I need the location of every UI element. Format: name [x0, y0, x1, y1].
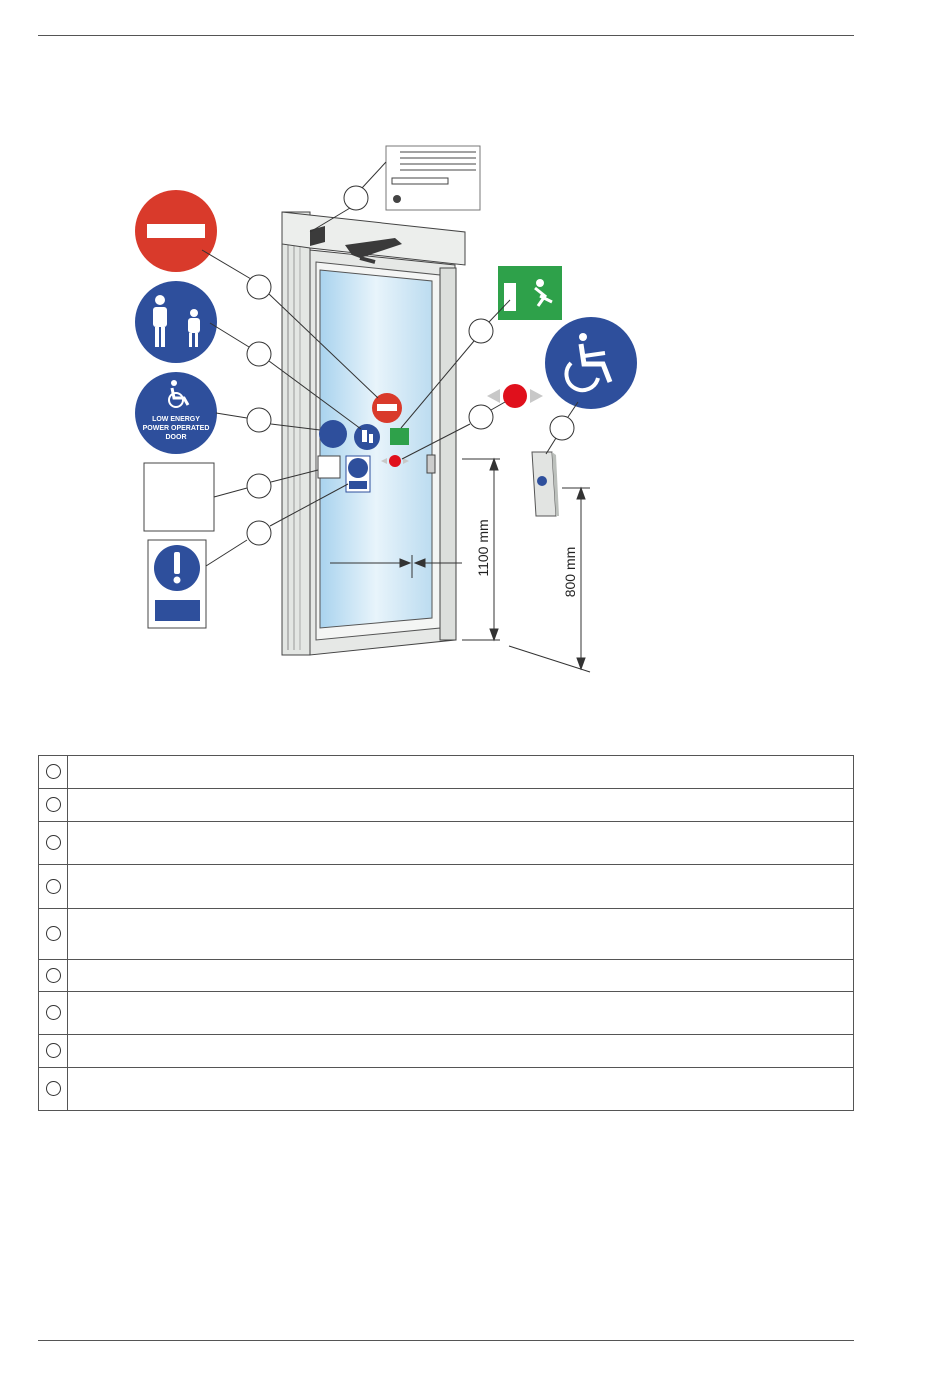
item-number-circle [46, 835, 61, 850]
item-description [68, 822, 854, 865]
rating-plate [386, 146, 480, 210]
item-number-circle [46, 1005, 61, 1020]
red-push-button-sign [487, 384, 543, 408]
table-row [39, 909, 854, 960]
wheelchair-access-sign [545, 317, 637, 409]
table-row [39, 822, 854, 865]
dimension-label-1100: 1100 mm [475, 519, 491, 577]
item-description [68, 909, 854, 960]
sign-text-line-2: POWER OPERATED [142, 425, 210, 432]
table-row [39, 1035, 854, 1068]
table-row [39, 865, 854, 909]
no-entry-sign [135, 190, 217, 272]
low-energy-door-sign [135, 372, 217, 454]
table-row [39, 992, 854, 1035]
item-number-circle [46, 926, 61, 941]
item-number-circle [46, 764, 61, 779]
mandatory-instruction-sign [148, 540, 206, 628]
item-number-circle [46, 968, 61, 983]
item-description [68, 1035, 854, 1068]
item-description [68, 865, 854, 909]
table-row [39, 789, 854, 822]
sign-text-line-1: LOW ENERGY [152, 416, 200, 423]
emergency-exit-sign [498, 266, 562, 320]
item-description [68, 756, 854, 789]
table-row [39, 960, 854, 992]
legend-table [38, 755, 854, 1111]
item-description [68, 1068, 854, 1111]
item-description [68, 992, 854, 1035]
table-row [39, 1068, 854, 1111]
footer-rule [38, 1340, 854, 1341]
blank-label [144, 463, 214, 531]
item-number-circle [46, 1043, 61, 1058]
item-number-circle [46, 1081, 61, 1096]
item-description [68, 960, 854, 992]
dimension-label-800: 800 mm [562, 546, 578, 598]
item-description [68, 789, 854, 822]
supervise-children-sign [135, 281, 217, 363]
item-number-circle [46, 879, 61, 894]
table-row [39, 756, 854, 789]
item-number-circle [46, 797, 61, 812]
push-button-post [532, 452, 559, 516]
sign-text-line-3: DOOR [165, 434, 187, 441]
